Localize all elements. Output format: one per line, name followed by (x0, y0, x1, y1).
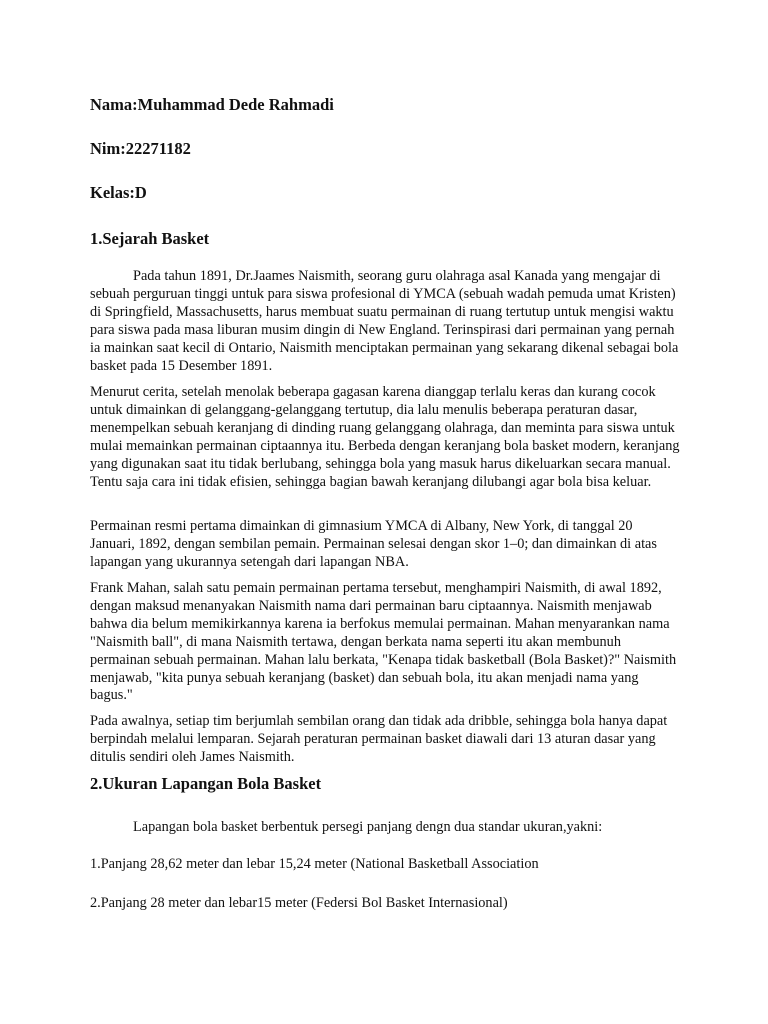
paragraph-basket-story: Menurut cerita, setelah menolak beberapa gagasan karena dianggap terlalu keras dan kurang cocok untuk dimainkan di gelanggang-gelanggang tertutup, dia lalu menulis beberapa peraturan dasar, menempelkan sebuah keranjang di dinding ruang gelanggang olahraga, dan meminta para siswa untuk mulai memainkan permainan ciptaannya itu. Berbeda dengan keranjang bola basket modern, keranjang yang digunakan saat itu tidak berlubang, sehingga bola yang masuk harus dikeluarkan secara manual. Tentu saja cara ini tidak efisien, sehingga bagian bawah keranjang dilubangi agar bola bisa keluar. (90, 384, 680, 490)
paragraph-court-intro: Lapangan bola basket berbentuk persegi panjang dengn dua standar ukuran,yakni: (133, 819, 603, 835)
list-item-nba-size: 1.Panjang 28,62 meter dan lebar 15,24 meter (National Basketball Association (90, 856, 539, 872)
paragraph-early-rules: Pada awalnya, setiap tim berjumlah sembilan orang dan tidak ada dribble, sehingga bola hanya dapat berpindah melalui lemparan. Sejarah peraturan permainan basket diawali dari 13 aturan dasar yang ditulis sendiri oleh James Naismith. (90, 713, 668, 765)
student-nim: Nim:22271182 (90, 139, 191, 158)
paragraph-naming: Frank Mahan, salah satu pemain permainan pertama tersebut, menghampiri Naismith, di awal 1892, dengan maksud menanyakan Naismith nama dari permainan baru ciptaannya. Naismith menjawab bahwa dia belum memikirkannya karena ia berfokus memulai permainan. Mahan menyarankan nama "Naismith ball", di mana Naismith tertawa, dengan berkata nama seperti itu akan membunuh permainan sebuah permainan. Mahan lalu berkata, "Kenapa tidak basketball (Bola Basket)?" Naismith menjawab, "kita punya sebuah keranjang (basket) dan sebuah bola, itu akan menjadi nama yang bagus." (90, 580, 677, 704)
section-heading-history: 1.Sejarah Basket (90, 229, 210, 248)
list-item-fiba-size: 2.Panjang 28 meter dan lebar15 meter (Federsi Bol Basket Internasional) (90, 895, 508, 911)
paragraph-first-game: Permainan resmi pertama dimainkan di gimnasium YMCA di Albany, New York, di tanggal 20 Januari, 1892, dengan sembilan pemain. Permainan selesai dengan skor 1–0; dan dimainkan di atas lapangan yang ukurannya setengah dari lapangan NBA. (90, 518, 657, 570)
section-heading-court-size: 2.Ukuran Lapangan Bola Basket (90, 774, 322, 793)
student-class: Kelas:D (90, 183, 147, 202)
paragraph-origin: Pada tahun 1891, Dr.Jaames Naismith, seorang guru olahraga asal Kanada yang mengajar di sebuah perguruan tinggi untuk para siswa profesional di YMCA (sebuah wadah pemuda umat Kristen) di Springfield, Massachusetts, harus membuat suatu permainan di ruang tertutup untuk mengisi waktu para siswa pada masa liburan musim dingin di New England. Terinspirasi dari permainan yang pernah ia mainkan saat kecil di Ontario, Naismith menciptakan permainan yang sekarang dikenal sebagai bola basket pada 15 Desember 1891. (90, 268, 679, 374)
student-name: Nama:Muhammad Dede Rahmadi (90, 95, 334, 114)
